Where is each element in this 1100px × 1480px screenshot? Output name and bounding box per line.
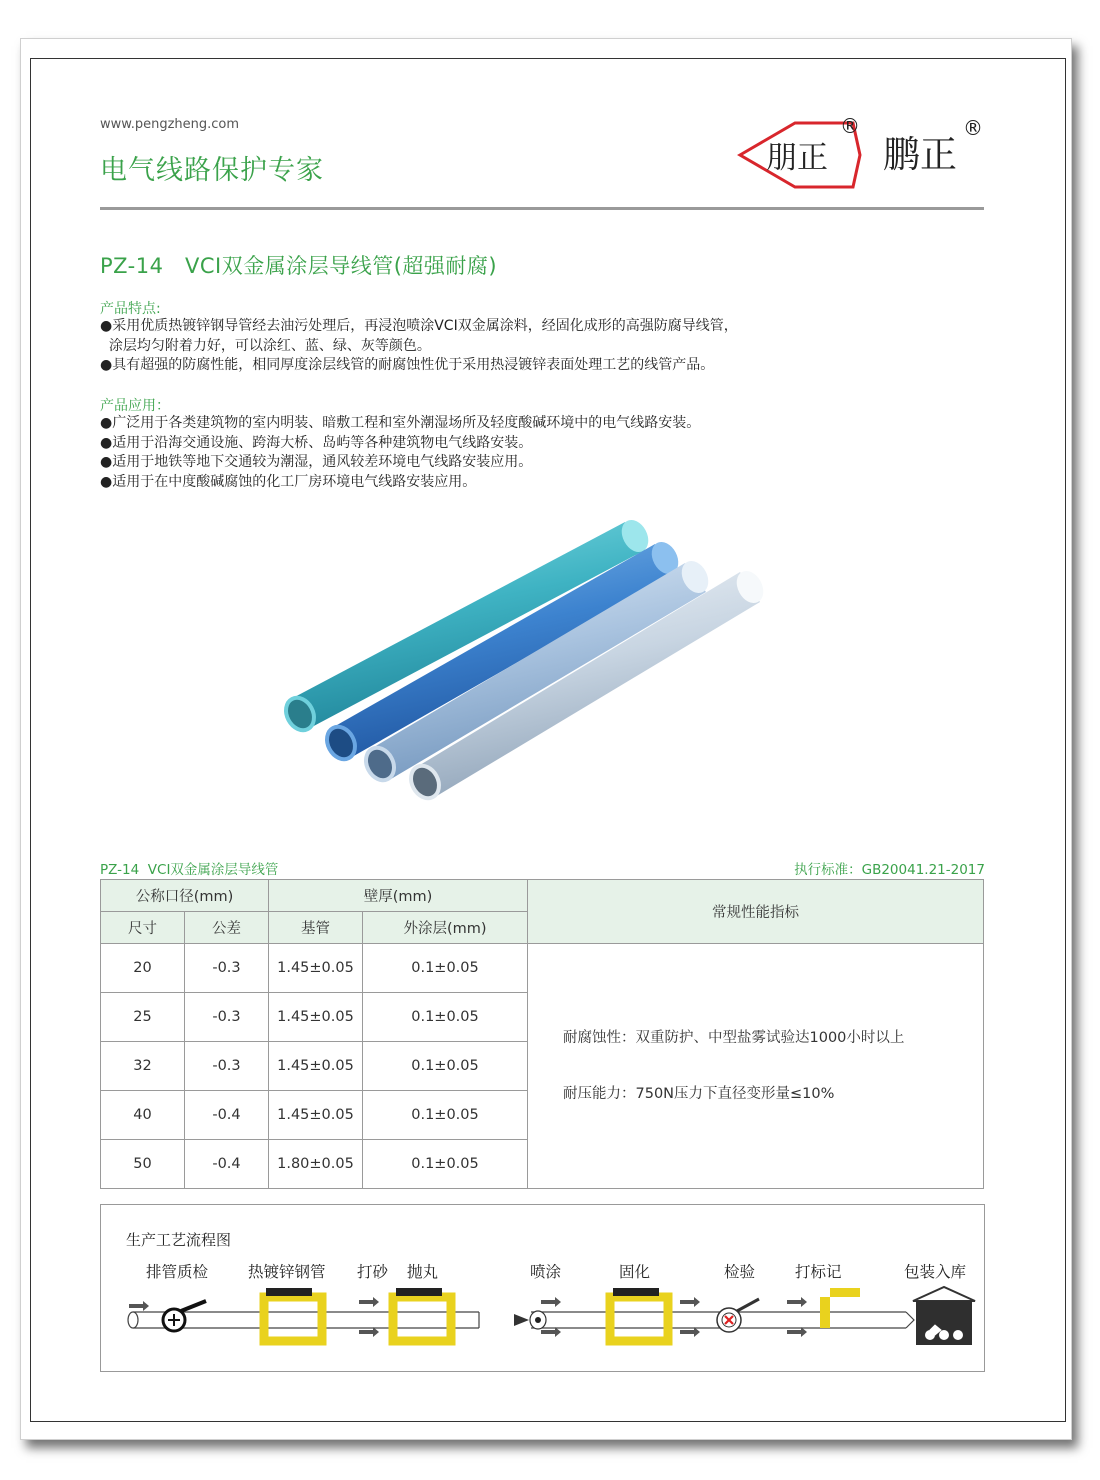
product-photo [270, 500, 790, 820]
process-flow-chart [100, 1204, 985, 1372]
feature-line: ●采用优质热镀锌钢导管经去油污处理后，再浸泡喷涂VCI双金属涂料，经固化成形的高强防腐导线管， [100, 318, 738, 334]
performance-line: 耐压能力：750N压力下直径变形量≤10% [563, 1086, 835, 1102]
applications-text [100, 414, 700, 492]
feature-line: 涂层均匀附着力好，可以涂红、蓝、绿、灰等颜色。 [100, 337, 431, 354]
galvanize-tank-icon [264, 1288, 322, 1341]
performance-line: 耐腐蚀性：双重防护、中型盐雾试验达1000小时以上 [563, 1030, 905, 1046]
packaging-box-icon [913, 1287, 975, 1345]
flow-step-label: 检验 [724, 1263, 756, 1281]
logo-brand-text: 鹏正 [883, 133, 957, 176]
cell-base-pipe: 1.80±0.05 [269, 1140, 363, 1189]
flow-title: 生产工艺流程图 [126, 1231, 232, 1249]
features-text [100, 317, 738, 376]
cell-tolerance: -0.3 [185, 1042, 269, 1091]
flow-step-label: 抛丸 [407, 1263, 439, 1281]
cell-outer-coating: 0.1±0.05 [363, 1091, 528, 1140]
table-caption: PZ-14 VCI双金属涂层导线管 [100, 862, 279, 878]
header-performance: 常规性能指标 [528, 880, 984, 944]
inspection-gauge-icon [717, 1299, 759, 1332]
cell-size: 50 [101, 1140, 185, 1189]
feature-line: ●具有超强的防腐性能，相同厚度涂层线管的耐腐蚀性优于采用热浸镀锌表面处理工艺的线管产品。 [100, 357, 715, 373]
curing-oven-icon [610, 1288, 668, 1341]
application-line: ●适用于在中度酸碱腐蚀的化工厂房环境电气线路安装应用。 [100, 473, 477, 490]
header-tolerance: 公差 [185, 912, 269, 944]
header-wall-thickness: 壁厚(mm) [269, 880, 528, 912]
logo-mark-text: 朋正 [766, 140, 828, 176]
cell-outer-coating: 0.1±0.05 [363, 944, 528, 993]
cell-outer-coating: 0.1±0.05 [363, 1042, 528, 1091]
cell-size: 20 [101, 944, 185, 993]
cell-tolerance: -0.4 [185, 1091, 269, 1140]
application-line: ●广泛用于各类建筑物的室内明装、暗敷工程和室外潮湿场所及轻度酸碱环境中的电气线路安装。 [100, 415, 701, 431]
flow-step-label: 打砂 [357, 1263, 389, 1281]
cell-outer-coating: 0.1±0.05 [363, 1140, 528, 1189]
application-line: ●适用于地铁等地下交通较为潮湿，通风较差环境电气线路安装应用。 [100, 454, 533, 470]
features-heading: 产品特点: [100, 301, 161, 317]
cell-size: 40 [101, 1091, 185, 1140]
website-url: www.pengzheng.com [100, 117, 240, 132]
header-size: 尺寸 [101, 912, 185, 944]
inspection-wheel-icon [163, 1301, 206, 1331]
application-line: ●适用于沿海交通设施、跨海大桥、岛屿等各种建筑物电气线路安装。 [100, 434, 533, 451]
product-title: PZ-14 VCI双金属涂层导线管(超强耐腐) [100, 254, 498, 278]
shot-blast-tank-icon [393, 1288, 451, 1341]
cell-base-pipe: 1.45±0.05 [269, 944, 363, 993]
arrow-icon [129, 1297, 807, 1337]
header-base-pipe: 基管 [269, 912, 363, 944]
cell-size: 32 [101, 1042, 185, 1091]
brand-logo [735, 115, 995, 195]
flow-diagram [101, 1285, 984, 1365]
cell-tolerance: -0.3 [185, 993, 269, 1042]
cell-tolerance: -0.4 [185, 1140, 269, 1189]
cell-base-pipe: 1.45±0.05 [269, 1042, 363, 1091]
logo-registered-icon: ® [840, 115, 860, 138]
header-nominal-diameter: 公称口径(mm) [101, 880, 269, 912]
flow-step-label: 喷涂 [530, 1263, 562, 1281]
applications-heading: 产品应用： [100, 398, 170, 414]
cell-base-pipe: 1.45±0.05 [269, 1091, 363, 1140]
header-divider [100, 207, 984, 210]
performance-cell [528, 944, 984, 1189]
cell-size: 25 [101, 993, 185, 1042]
marking-icon [820, 1288, 860, 1328]
flow-step-label: 包装入库 [904, 1263, 967, 1281]
flow-step-label: 排管质检 [146, 1263, 209, 1281]
cell-outer-coating: 0.1±0.05 [363, 993, 528, 1042]
table-row [101, 944, 984, 993]
flow-step-label: 打标记 [795, 1263, 842, 1281]
flow-step-label: 热镀锌钢管 [248, 1263, 326, 1281]
cell-tolerance: -0.3 [185, 944, 269, 993]
spray-nozzle-icon [514, 1311, 546, 1329]
standard-text: 执行标准：GB20041.21-2017 [794, 862, 985, 878]
spec-table [100, 879, 984, 1189]
cell-base-pipe: 1.45±0.05 [269, 993, 363, 1042]
slogan: 电气线路保护专家 [100, 155, 324, 186]
logo-brand-registered-icon: ® [963, 116, 983, 140]
header-outer-coating: 外涂层(mm) [363, 912, 528, 944]
flow-step-label: 固化 [619, 1263, 651, 1281]
